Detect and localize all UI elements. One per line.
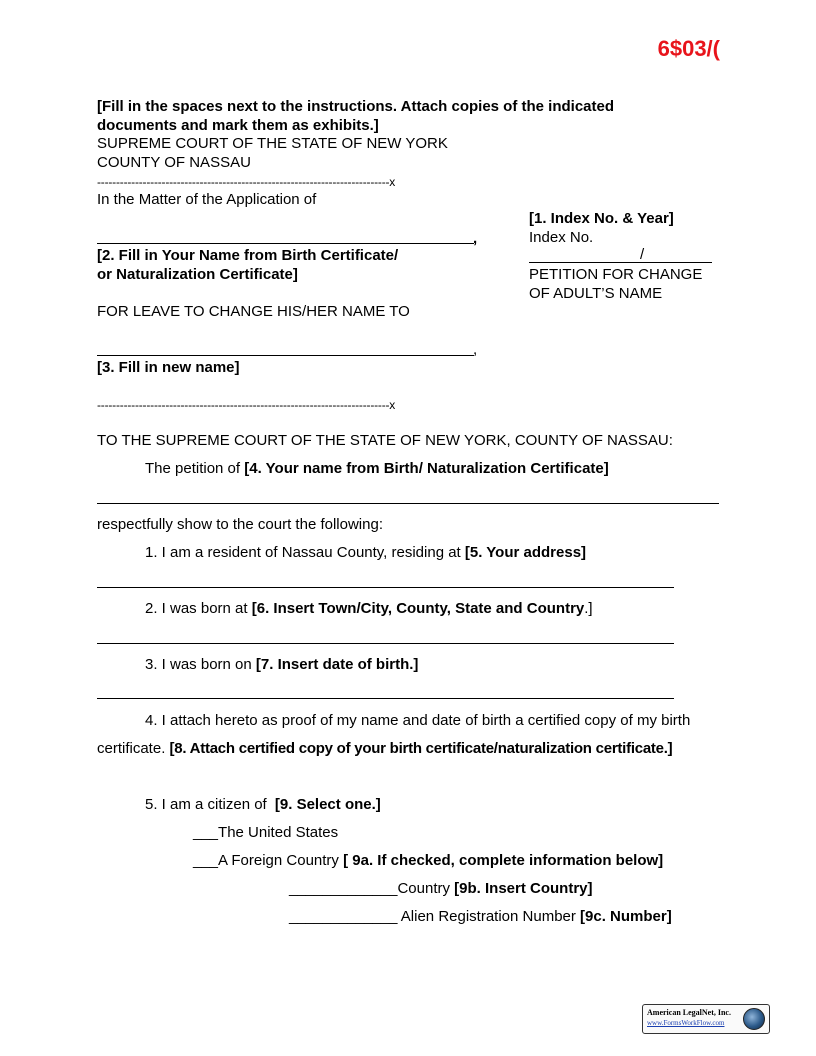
item-1-instruction: [5. Your address] bbox=[464, 544, 587, 561]
page-stamp: 6$03/( bbox=[657, 36, 720, 61]
caption-top-divider: -----------------------------------------------------------------------------x bbox=[97, 175, 396, 189]
option-foreign-blank[interactable]: ___ bbox=[193, 852, 219, 869]
item-4-line-2 bbox=[97, 740, 672, 758]
item-1 bbox=[145, 544, 586, 562]
birthplace-field[interactable] bbox=[97, 643, 674, 644]
instructions-line-1: [Fill in the spaces next to the instructions. Attach copies of the indicated bbox=[97, 98, 615, 115]
court-name: SUPREME COURT OF THE STATE OF NEW YORK bbox=[97, 135, 448, 152]
county-name: COUNTY OF NASSAU bbox=[97, 154, 251, 171]
petition-prefix: The petition of bbox=[145, 460, 241, 477]
new-name-comma: , bbox=[473, 341, 478, 358]
petitioner-name-comma: , bbox=[473, 230, 478, 247]
item-4-prefix: certificate. bbox=[97, 740, 166, 757]
logo-seal-icon bbox=[743, 1008, 765, 1030]
index-label: Index No. bbox=[529, 229, 594, 246]
option-foreign-instruction: [ 9a. If checked, complete information below] bbox=[343, 852, 664, 869]
item-1-text: 1. I am a resident of Nassau County, residing at bbox=[145, 544, 461, 561]
item-3-text: 3. I was born on bbox=[145, 656, 252, 673]
logo-url-link[interactable]: www.FormsWorkFlow.com bbox=[647, 1019, 725, 1027]
country-blank[interactable]: _____________ bbox=[289, 880, 398, 897]
country-instruction: [9b. Insert Country] bbox=[454, 880, 593, 897]
item-5-instruction: [9. Select one.] bbox=[274, 796, 381, 813]
respectfully-text: respectfully show to the court the following: bbox=[97, 516, 383, 533]
instructions-line-2: documents and mark them as exhibits.] bbox=[97, 117, 379, 134]
name-instruction-line-1: [2. Fill in Your Name from Birth Certificate/ bbox=[97, 247, 399, 264]
index-instruction: [1. Index No. & Year] bbox=[529, 210, 674, 227]
name-instruction-line-2: or Naturalization Certificate] bbox=[97, 266, 298, 283]
item-3-instruction: [7. Insert date of birth.] bbox=[255, 656, 419, 673]
alien-number-label: Alien Registration Number bbox=[400, 908, 576, 925]
option-foreign-label: A Foreign Country bbox=[218, 852, 339, 869]
petition-line bbox=[145, 460, 609, 478]
document-title-line-2: OF ADULT’S NAME bbox=[529, 285, 663, 302]
option-us-label: The United States bbox=[218, 824, 339, 841]
birthdate-field[interactable] bbox=[97, 698, 674, 699]
country-row bbox=[289, 880, 593, 898]
item-4-line-1: 4. I attach hereto as proof of my name and date of birth a certified copy of my birth bbox=[145, 712, 691, 729]
new-name-instruction: [3. Fill in new name] bbox=[97, 359, 240, 376]
document-title-line-1: PETITION FOR CHANGE bbox=[529, 266, 703, 283]
index-slash: / bbox=[640, 246, 645, 263]
petitioner-full-name-field[interactable] bbox=[97, 503, 719, 504]
index-number-field[interactable] bbox=[529, 262, 712, 263]
address-field[interactable] bbox=[97, 587, 674, 588]
country-label: Country bbox=[397, 880, 450, 897]
item-5-text: 5. I am a citizen of bbox=[145, 796, 267, 813]
to-court-heading: TO THE SUPREME COURT OF THE STATE OF NEW YORK, COUNTY OF NASSAU: bbox=[97, 432, 673, 449]
item-2-close: .] bbox=[584, 600, 593, 617]
caption-bottom-divider: -----------------------------------------------------------------------------x bbox=[97, 398, 396, 412]
item-5 bbox=[145, 796, 381, 814]
new-name-field[interactable] bbox=[97, 355, 474, 356]
petition-instruction: [4. Your name from Birth/ Naturalization Certificate] bbox=[244, 460, 609, 477]
item-3 bbox=[145, 656, 418, 674]
legalnet-logo[interactable] bbox=[642, 1004, 770, 1034]
item-4-instruction: [8. Attach certified copy of your birth certificate/naturalization certificate.] bbox=[169, 740, 673, 757]
alien-number-blank[interactable]: _____________ bbox=[289, 908, 398, 925]
logo-company: American LegalNet, Inc. bbox=[647, 1008, 731, 1017]
option-united-states[interactable] bbox=[193, 824, 338, 842]
petitioner-name-field[interactable] bbox=[97, 243, 474, 244]
item-2 bbox=[145, 600, 593, 618]
item-2-text: 2. I was born at bbox=[145, 600, 248, 617]
alien-number-row bbox=[289, 908, 672, 926]
option-foreign-country[interactable] bbox=[193, 852, 663, 870]
leave-to-change-text: FOR LEAVE TO CHANGE HIS/HER NAME TO bbox=[97, 303, 410, 320]
option-us-blank[interactable]: ___ bbox=[193, 824, 219, 841]
matter-heading: In the Matter of the Application of bbox=[97, 191, 317, 208]
alien-number-instruction: [9c. Number] bbox=[580, 908, 672, 925]
item-2-instruction: [6. Insert Town/City, County, State and Country bbox=[251, 600, 585, 617]
